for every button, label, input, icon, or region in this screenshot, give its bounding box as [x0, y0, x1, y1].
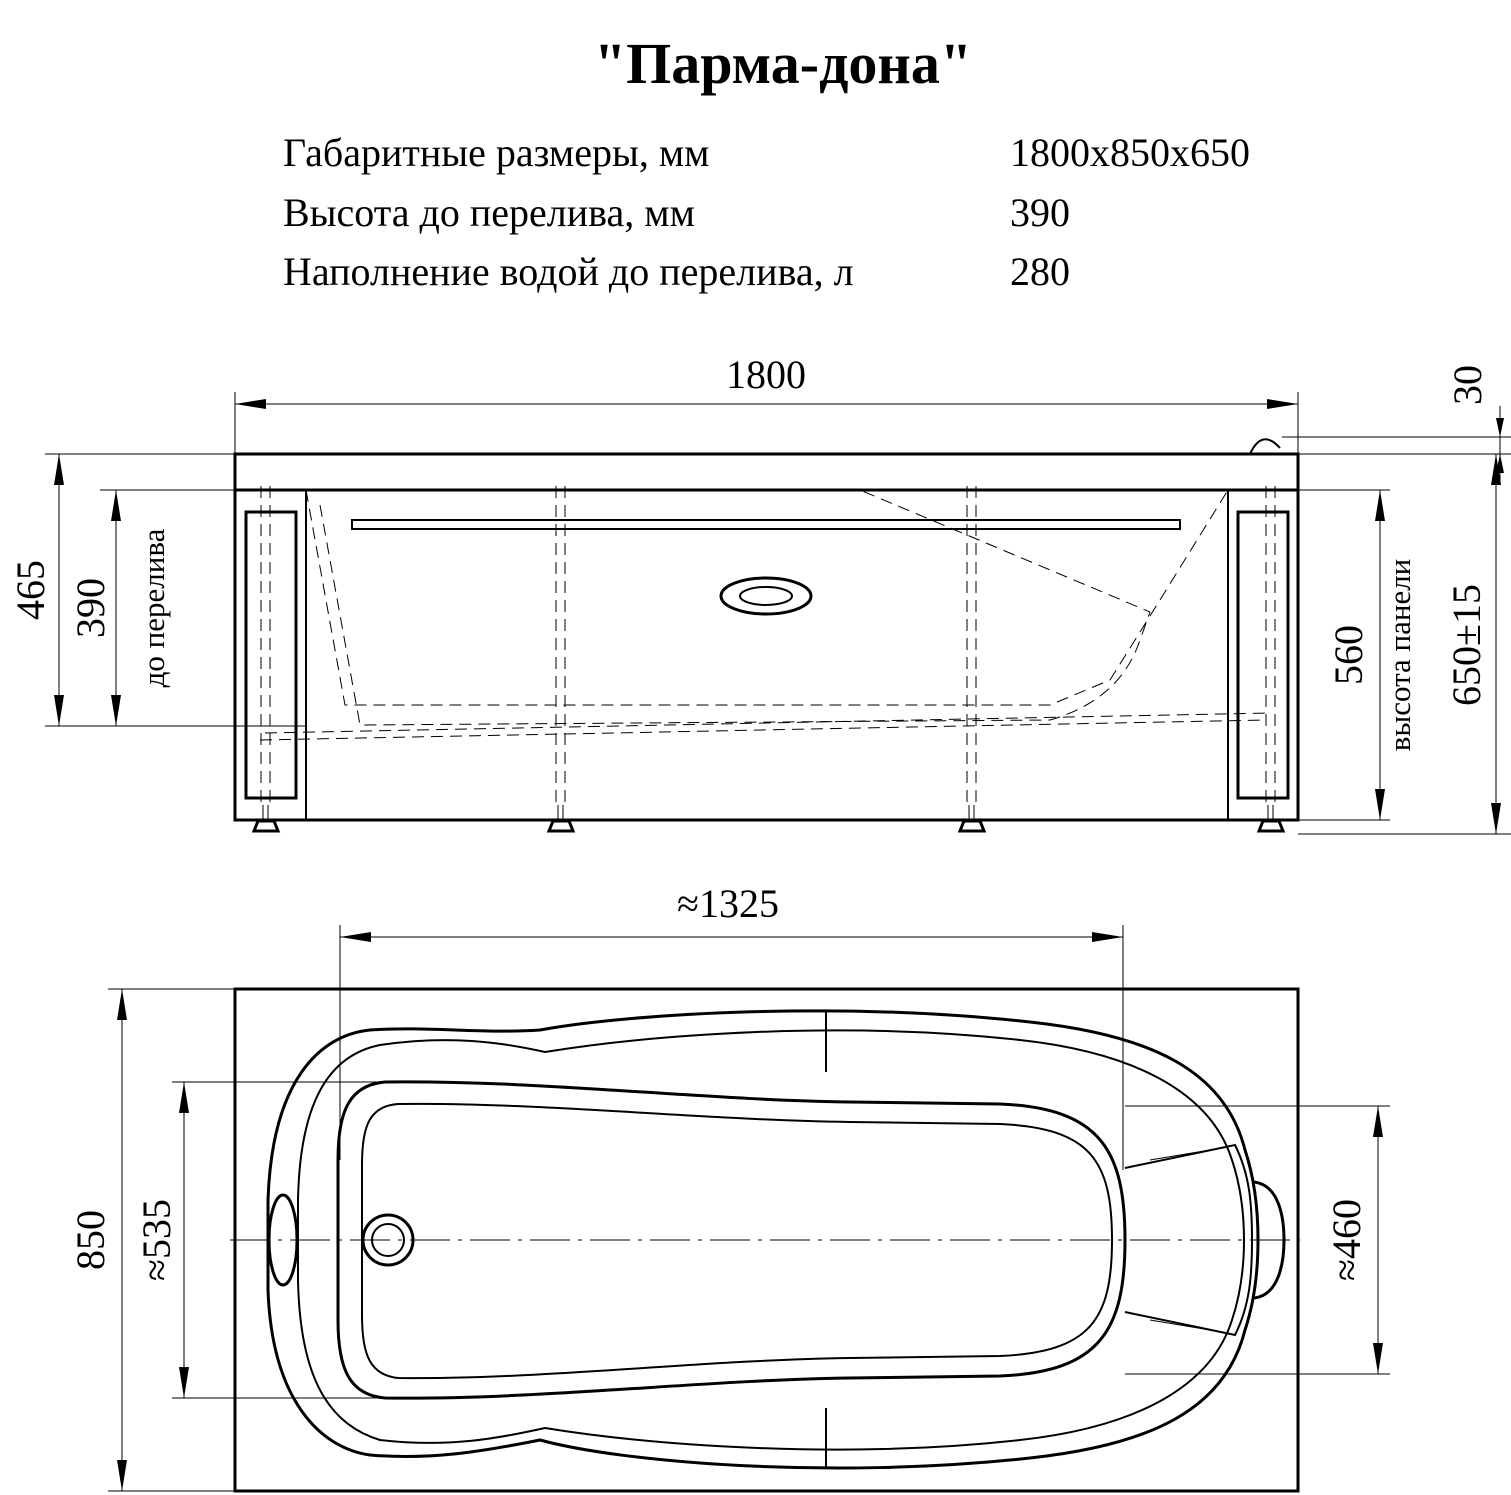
side-leg-frame-right — [1238, 512, 1288, 798]
dim-inner-length: ≈1325 — [677, 881, 779, 926]
panel-label: высота панели — [1382, 558, 1417, 752]
tub-basin-inner — [362, 1104, 1112, 1378]
spec-value-overflow-height: 390 — [1010, 190, 1070, 235]
dim-head-width: ≈460 — [1324, 1199, 1369, 1281]
dim-foot-width: ≈535 — [134, 1199, 179, 1281]
drawing-title: "Парма-дона" — [593, 31, 973, 96]
dim-total-height: 650±15 — [1444, 584, 1489, 706]
side-leg-3 — [960, 486, 984, 831]
spec-label-overflow-height: Высота до перелива, мм — [283, 190, 695, 235]
side-leg-4 — [1259, 486, 1283, 831]
side-view — [8, 352, 1511, 834]
spec-value-dimensions: 1800x850x650 — [1010, 130, 1250, 175]
overflow-label: до перелива — [136, 528, 171, 688]
top-view — [68, 881, 1390, 1491]
spec-label-dimensions: Габаритные размеры, мм — [283, 130, 710, 175]
dim-height-left: 465 — [8, 560, 53, 620]
side-leg-1 — [254, 486, 278, 831]
side-panel — [235, 490, 1298, 820]
side-leg-frame-left — [246, 512, 296, 798]
dim-rim: 30 — [1445, 365, 1490, 405]
overflow-emblem — [721, 578, 811, 614]
spec-label-water-volume: Наполнение водой до перелива, л — [283, 249, 854, 294]
dim-length: 1800 — [726, 352, 806, 397]
dim-width: 850 — [68, 1210, 113, 1270]
side-rim — [235, 454, 1298, 490]
dim-overflow-height: 390 — [68, 578, 113, 638]
side-top-rail — [352, 520, 1180, 529]
spec-value-water-volume: 280 — [1010, 249, 1070, 294]
side-leg-2 — [549, 486, 573, 831]
dim-panel-height: 560 — [1326, 625, 1371, 685]
